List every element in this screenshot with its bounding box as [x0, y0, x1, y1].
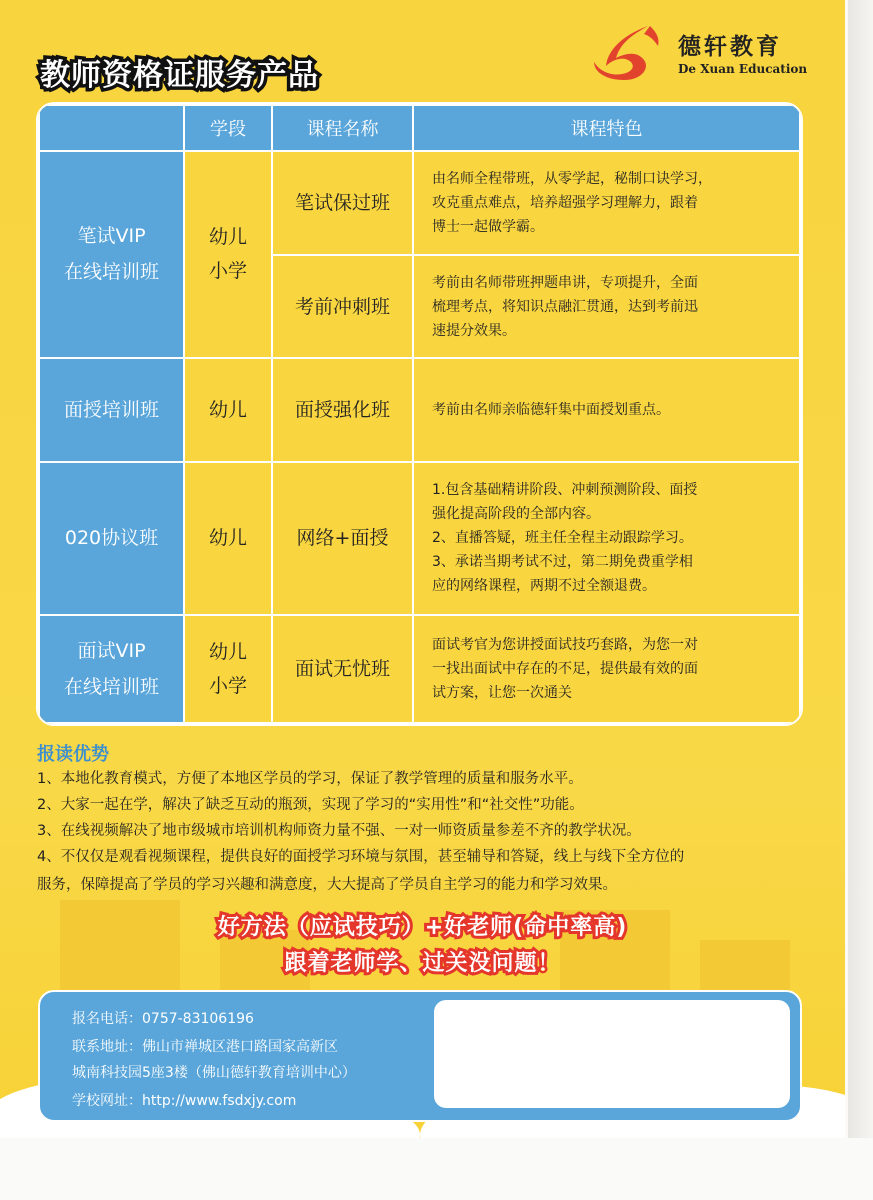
advantage-item: 4、不仅仅是观看视频课程，提供良好的面授学习环境与氛围，甚至辅导和答疑，线上与线下全方位的 [37, 849, 685, 865]
feature-line: 梳理考点，将知识点融汇贯通，达到考前迅 [432, 298, 698, 315]
category-label: 面授培训班 [63, 398, 159, 421]
dexuan-logo-icon [590, 22, 674, 84]
category-cell [39, 358, 184, 462]
contact-website: 学校网址：http://www.fsdxjy.com [72, 1093, 297, 1109]
header-stage: 学段 [184, 105, 272, 151]
contact-info-box [38, 990, 802, 1122]
feature-line: 一找出面试中存在的不足，提供最有效的面 [432, 660, 698, 677]
advantage-item: 服务，保障提高了学员的学习兴趣和满意度，大大提高了学员自主学习的能力和学习效果。 [37, 877, 617, 893]
stage-label: 幼儿 [208, 527, 247, 550]
table-header-row [39, 105, 800, 151]
course-feature-cell [413, 358, 800, 462]
stage-label: 小学 [208, 260, 247, 283]
header-corner [39, 105, 184, 151]
service-products-table [36, 102, 803, 726]
category-cell [39, 615, 184, 723]
course-feature-cell [413, 151, 800, 255]
feature-line: 2、直播答疑，班主任全程主动跟踪学习。 [432, 530, 693, 547]
feature-line: 速提分效果。 [432, 322, 516, 339]
logo-english-name: De Xuan Education [678, 62, 808, 76]
stage-label: 幼儿 [208, 398, 247, 421]
page-edge [848, 0, 873, 1200]
contact-address-line-2: 城南科技园5座3楼（佛山德轩教育培训中心） [72, 1065, 356, 1081]
advantage-item: 1、本地化教育模式，方便了本地区学员的学习，保证了教学管理的质量和服务水平。 [37, 771, 583, 787]
advantages-heading: 报读优势 [37, 744, 109, 765]
feature-line: 面试考官为您讲授面试技巧套路，为您一对 [432, 636, 698, 653]
blank-stamp-area [434, 1000, 790, 1108]
feature-line: 1.包含基础精讲阶段、冲刺预测阶段、面授 [432, 482, 698, 499]
slogan-line-2: 跟着老师学、过关没问题！ [284, 951, 561, 976]
slogan-line-1: 好方法（应试技巧）+好老师(命中率高) [217, 915, 628, 940]
feature-line: 攻克重点难点，培养超强学习理解力，跟着 [432, 195, 698, 212]
page-title: 教师资格证服务产品 [40, 58, 319, 93]
advantage-item: 2、大家一起在学，解决了缺乏互动的瓶颈，实现了学习的“实用性”和“社交性”功能。 [37, 797, 584, 813]
header-course-features: 课程特色 [413, 105, 800, 151]
stage-label: 小学 [208, 674, 247, 697]
feature-line: 应的网络课程，两期不过全额退费。 [432, 578, 656, 595]
course-name-cell: 面试无忧班 [272, 615, 413, 723]
feature-line: 3、承诺当期考试不过，第二期免费重学相 [432, 554, 693, 571]
feature-line: 考前由名师带班押题串讲，专项提升，全面 [432, 274, 698, 291]
table-row [39, 462, 800, 614]
category-cell [39, 151, 184, 358]
feature-line: 考前由名师亲临德轩集中面授划重点。 [432, 401, 670, 418]
course-feature-cell [413, 615, 800, 723]
logo-name: 德轩教育 [678, 33, 782, 60]
category-label: 020协议班 [64, 527, 159, 550]
category-label: 在线培训班 [63, 261, 159, 284]
course-name-cell: 面授强化班 [272, 358, 413, 462]
stage-cell [184, 615, 272, 723]
feature-line: 试方案，让您一次通关 [432, 684, 572, 701]
course-feature-cell [413, 462, 800, 614]
category-label: 在线培训班 [63, 675, 159, 698]
course-name-cell: 笔试保过班 [272, 151, 413, 255]
contact-phone: 报名电话：0757-83106196 [72, 1011, 254, 1027]
brand-logo [590, 22, 820, 86]
feature-line: 由名师全程带班，从零学起，秘制口诀学习， [432, 171, 712, 188]
course-name-cell: 考前冲刺班 [272, 255, 413, 357]
table-row [39, 151, 800, 255]
page-bottom-margin [0, 1138, 873, 1200]
feature-line: 强化提高阶段的全部内容。 [432, 506, 600, 523]
advantage-item: 3、在线视频解决了地市级城市培训机构师资力量不强、一对一师资质量参差不齐的教学状况。 [37, 823, 641, 839]
stage-cell [184, 462, 272, 614]
course-feature-cell [413, 255, 800, 357]
category-label: 笔试VIP [77, 225, 146, 248]
stage-label: 幼儿 [208, 226, 247, 249]
category-label: 面试VIP [77, 639, 146, 662]
stage-cell [184, 358, 272, 462]
table-row [39, 358, 800, 462]
header-course-name: 课程名称 [272, 105, 413, 151]
table-row [39, 615, 800, 723]
feature-line: 博士一起做学霸。 [432, 219, 544, 236]
course-name-cell: 网络+面授 [272, 462, 413, 614]
stage-label: 幼儿 [208, 640, 247, 663]
category-cell [39, 462, 184, 614]
stage-cell [184, 151, 272, 358]
contact-address-line-1: 联系地址：佛山市禅城区港口路国家高新区 [72, 1039, 338, 1055]
